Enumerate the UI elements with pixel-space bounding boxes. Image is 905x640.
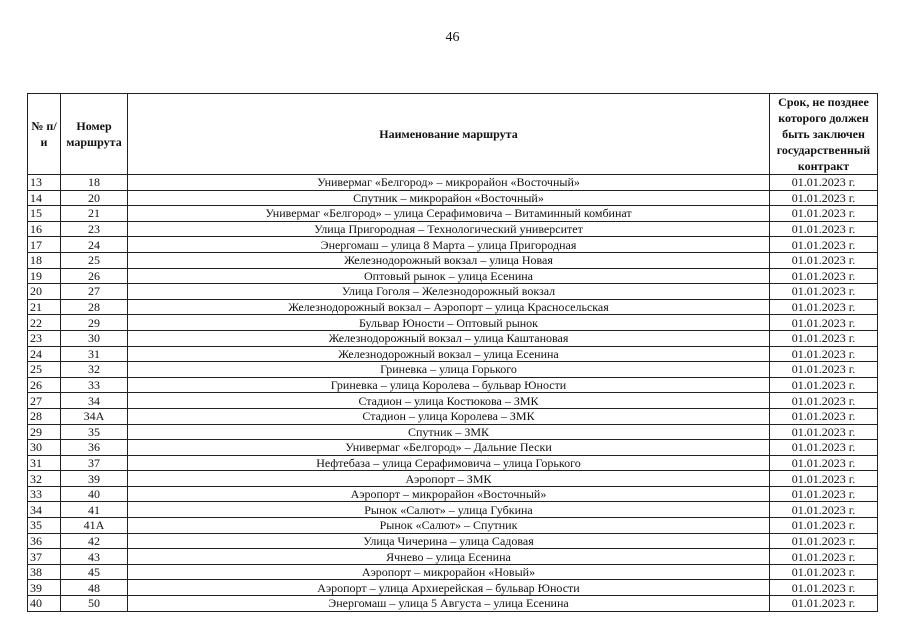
table-header-row (28, 94, 878, 175)
deadline-cell: 01.01.2023 г. (770, 564, 878, 580)
table-row (28, 252, 878, 268)
table-row (28, 518, 878, 534)
table-row (28, 440, 878, 456)
route-number-cell: 25 (61, 252, 128, 268)
row-number-cell: 33 (28, 486, 61, 502)
route-number-cell: 33 (61, 377, 128, 393)
route-name-cell: Рынок «Салют» – Спутник (128, 518, 770, 534)
table-row (28, 377, 878, 393)
row-number-cell: 15 (28, 206, 61, 222)
table-row (28, 549, 878, 565)
table-row (28, 424, 878, 440)
route-name-cell: Энергомаш – улица 5 Августа – улица Есенина (128, 596, 770, 612)
table-row (28, 533, 878, 549)
deadline-cell: 01.01.2023 г. (770, 206, 878, 222)
header-route-name: Наименование маршрута (128, 94, 770, 175)
table-row (28, 580, 878, 596)
deadline-cell: 01.01.2023 г. (770, 502, 878, 518)
deadline-cell: 01.01.2023 г. (770, 237, 878, 253)
route-number-cell: 40 (61, 486, 128, 502)
row-number-cell: 22 (28, 315, 61, 331)
route-number-cell: 45 (61, 564, 128, 580)
route-name-cell: Универмаг «Белгород» – микрорайон «Восточный» (128, 175, 770, 191)
route-number-cell: 26 (61, 268, 128, 284)
table-body (28, 175, 878, 612)
deadline-cell: 01.01.2023 г. (770, 424, 878, 440)
deadline-cell: 01.01.2023 г. (770, 252, 878, 268)
route-number-cell: 35 (61, 424, 128, 440)
table-row (28, 346, 878, 362)
route-name-cell: Спутник – микрорайон «Восточный» (128, 190, 770, 206)
route-name-cell: Ячнево – улица Есенина (128, 549, 770, 565)
table-row (28, 564, 878, 580)
table-row (28, 471, 878, 487)
route-name-cell: Улица Чичерина – улица Садовая (128, 533, 770, 549)
deadline-cell: 01.01.2023 г. (770, 268, 878, 284)
table-row (28, 190, 878, 206)
row-number-cell: 35 (28, 518, 61, 534)
table-row (28, 393, 878, 409)
route-name-cell: Гриневка – улица Горького (128, 362, 770, 378)
route-number-cell: 42 (61, 533, 128, 549)
deadline-cell: 01.01.2023 г. (770, 440, 878, 456)
row-number-cell: 26 (28, 377, 61, 393)
route-name-cell: Стадион – улица Костюкова – ЗМК (128, 393, 770, 409)
route-number-cell: 29 (61, 315, 128, 331)
route-name-cell: Железнодорожный вокзал – улица Есенина (128, 346, 770, 362)
table-row (28, 455, 878, 471)
route-name-cell: Бульвар Юности – Оптовый рынок (128, 315, 770, 331)
deadline-cell: 01.01.2023 г. (770, 346, 878, 362)
table-row (28, 268, 878, 284)
table-row (28, 596, 878, 612)
deadline-cell: 01.01.2023 г. (770, 596, 878, 612)
route-name-cell: Аэропорт – микрорайон «Восточный» (128, 486, 770, 502)
deadline-cell: 01.01.2023 г. (770, 330, 878, 346)
route-name-cell: Гриневка – улица Королева – бульвар Юности (128, 377, 770, 393)
row-number-cell: 30 (28, 440, 61, 456)
row-number-cell: 18 (28, 252, 61, 268)
deadline-cell: 01.01.2023 г. (770, 190, 878, 206)
route-name-cell: Аэропорт – микрорайон «Новый» (128, 564, 770, 580)
route-number-cell: 24 (61, 237, 128, 253)
row-number-cell: 17 (28, 237, 61, 253)
route-number-cell: 27 (61, 284, 128, 300)
deadline-cell: 01.01.2023 г. (770, 471, 878, 487)
row-number-cell: 36 (28, 533, 61, 549)
table-row (28, 206, 878, 222)
route-name-cell: Улица Пригородная – Технологический университет (128, 221, 770, 237)
route-number-cell: 18 (61, 175, 128, 191)
row-number-cell: 23 (28, 330, 61, 346)
row-number-cell: 28 (28, 408, 61, 424)
route-name-cell: Энергомаш – улица 8 Марта – улица Пригородная (128, 237, 770, 253)
row-number-cell: 38 (28, 564, 61, 580)
route-name-cell: Аэропорт – улица Архиерейская – бульвар Юности (128, 580, 770, 596)
row-number-cell: 40 (28, 596, 61, 612)
route-name-cell: Универмаг «Белгород» – Дальние Пески (128, 440, 770, 456)
route-number-cell: 43 (61, 549, 128, 565)
route-number-cell: 37 (61, 455, 128, 471)
route-number-cell: 48 (61, 580, 128, 596)
table-row (28, 284, 878, 300)
route-number-cell: 36 (61, 440, 128, 456)
route-name-cell: Рынок «Салют» – улица Губкина (128, 502, 770, 518)
table-row (28, 237, 878, 253)
deadline-cell: 01.01.2023 г. (770, 393, 878, 409)
route-number-cell: 23 (61, 221, 128, 237)
row-number-cell: 25 (28, 362, 61, 378)
table-row (28, 486, 878, 502)
row-number-cell: 21 (28, 299, 61, 315)
deadline-cell: 01.01.2023 г. (770, 284, 878, 300)
row-number-cell: 29 (28, 424, 61, 440)
table-row (28, 315, 878, 331)
route-number-cell: 50 (61, 596, 128, 612)
deadline-cell: 01.01.2023 г. (770, 549, 878, 565)
deadline-cell: 01.01.2023 г. (770, 518, 878, 534)
table-row (28, 175, 878, 191)
row-number-cell: 20 (28, 284, 61, 300)
table-row (28, 330, 878, 346)
row-number-cell: 31 (28, 455, 61, 471)
route-name-cell: Железнодорожный вокзал – Аэропорт – улица Красносельская (128, 299, 770, 315)
route-number-cell: 28 (61, 299, 128, 315)
route-name-cell: Аэропорт – ЗМК (128, 471, 770, 487)
deadline-cell: 01.01.2023 г. (770, 299, 878, 315)
deadline-cell: 01.01.2023 г. (770, 377, 878, 393)
row-number-cell: 27 (28, 393, 61, 409)
route-name-cell: Железнодорожный вокзал – улица Новая (128, 252, 770, 268)
route-name-cell: Стадион – улица Королева – ЗМК (128, 408, 770, 424)
route-name-cell: Железнодорожный вокзал – улица Каштановая (128, 330, 770, 346)
route-number-cell: 30 (61, 330, 128, 346)
row-number-cell: 39 (28, 580, 61, 596)
route-number-cell: 31 (61, 346, 128, 362)
route-name-cell: Оптовый рынок – улица Есенина (128, 268, 770, 284)
route-number-cell: 32 (61, 362, 128, 378)
table-row (28, 221, 878, 237)
deadline-cell: 01.01.2023 г. (770, 580, 878, 596)
deadline-cell: 01.01.2023 г. (770, 408, 878, 424)
deadline-cell: 01.01.2023 г. (770, 362, 878, 378)
header-deadline: Срок, не позднее которого должен быть заключен государственный контракт (770, 94, 878, 175)
route-name-cell: Улица Гоголя – Железнодорожный вокзал (128, 284, 770, 300)
route-number-cell: 39 (61, 471, 128, 487)
row-number-cell: 14 (28, 190, 61, 206)
route-number-cell: 41А (61, 518, 128, 534)
deadline-cell: 01.01.2023 г. (770, 486, 878, 502)
row-number-cell: 16 (28, 221, 61, 237)
deadline-cell: 01.01.2023 г. (770, 455, 878, 471)
row-number-cell: 34 (28, 502, 61, 518)
route-number-cell: 41 (61, 502, 128, 518)
row-number-cell: 13 (28, 175, 61, 191)
deadline-cell: 01.01.2023 г. (770, 315, 878, 331)
deadline-cell: 01.01.2023 г. (770, 175, 878, 191)
header-route-number: Номер маршрута (61, 94, 128, 175)
row-number-cell: 37 (28, 549, 61, 565)
deadline-cell: 01.01.2023 г. (770, 533, 878, 549)
row-number-cell: 19 (28, 268, 61, 284)
routes-table (27, 93, 878, 612)
route-number-cell: 34А (61, 408, 128, 424)
table-row (28, 502, 878, 518)
route-name-cell: Нефтебаза – улица Серафимовича – улица Горького (128, 455, 770, 471)
table-row (28, 299, 878, 315)
route-number-cell: 21 (61, 206, 128, 222)
page-number: 46 (445, 30, 460, 45)
table-row (28, 362, 878, 378)
row-number-cell: 24 (28, 346, 61, 362)
route-number-cell: 34 (61, 393, 128, 409)
route-name-cell: Универмаг «Белгород» – улица Серафимовича – Витаминный комбинат (128, 206, 770, 222)
route-number-cell: 20 (61, 190, 128, 206)
route-name-cell: Спутник – ЗМК (128, 424, 770, 440)
table-row (28, 408, 878, 424)
deadline-cell: 01.01.2023 г. (770, 221, 878, 237)
header-num: № п/и (28, 94, 61, 175)
row-number-cell: 32 (28, 471, 61, 487)
